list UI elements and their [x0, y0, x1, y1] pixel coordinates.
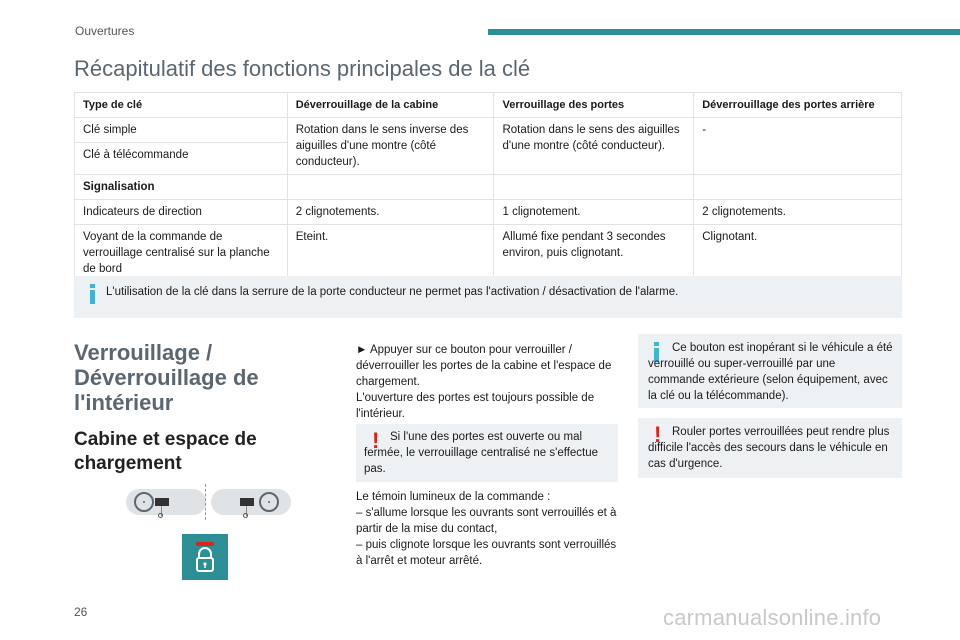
table-header-row [75, 93, 902, 118]
dashboard-panel-icon [155, 498, 169, 506]
info-text: Ce bouton est inopérant si le véhicule a été verrouillé ou super-verrouillé par une commande extérieure (selon équipement, avec la clé ou la télécommande). [648, 342, 893, 402]
column-header: Déverrouillage de la cabine [287, 93, 494, 118]
central-locking-warning-box [356, 424, 618, 482]
table-cell: 2 clignotements. [287, 200, 494, 225]
section-title: Verrouillage / Déverrouillage de l'intérieur [74, 340, 259, 415]
table-cell: Rotation dans le sens inverse des aiguilles d'une montre (côté conducteur). [287, 118, 494, 175]
alarm-info-text: L'utilisation de la clé dans la serrure de la porte conducteur ne permet pas l'activation / désactivation de l'alarme. [106, 286, 679, 298]
column-header: Verrouillage des portes [494, 93, 694, 118]
warning-text: Si l'une des portes est ouverte ou mal fermée, le verrouillage centralisé ne s'effectue pas. [364, 431, 599, 475]
central-lock-button-icon [182, 534, 228, 580]
column-header: Type de clé [75, 93, 288, 118]
page-number: 26 [74, 605, 88, 619]
subsection-title: Cabine et espace de chargement [74, 429, 257, 474]
table-cell: 2 clignotements. [694, 200, 902, 225]
table-row [75, 175, 902, 200]
table-cell: Rotation dans le sens des aiguilles d'une montre (côté conducteur). [494, 118, 694, 175]
table-cell: Voyant de la commande de verrouillage centralisé sur la planche de bord [75, 225, 288, 282]
table-cell: Clé à télécommande [75, 143, 288, 175]
steering-wheel-icon [134, 492, 154, 512]
warning-text: Rouler portes verrouillées peut rendre plus difficile l'accès des secours dans le véhicule en cas d'urgence. [648, 426, 890, 470]
table-cell [494, 175, 694, 200]
key-functions-table [74, 92, 902, 282]
alarm-info-box [74, 276, 902, 318]
table-row [75, 200, 902, 225]
key-slot-icon [243, 513, 248, 518]
warning-icon: ! [654, 422, 662, 447]
table-row [75, 225, 902, 282]
emergency-warning-box [638, 418, 902, 478]
table-cell [287, 175, 494, 200]
table-cell: 1 clignotement. [494, 200, 694, 225]
button-instruction: ► Appuyer sur ce bouton pour verrouiller / déverrouiller les portes de la cabine et l'espace de chargement. [356, 344, 612, 388]
table-row [75, 118, 902, 143]
table-cell: Eteint. [287, 225, 494, 282]
indicator-intro: Le témoin lumineux de la commande : [356, 491, 551, 503]
indicator-item: – puis clignote lorsque les ouvrants sont verrouillés à l'arrêt et moteur arrêté. [356, 539, 617, 567]
watermark: carmanualsonline.info [663, 605, 882, 630]
table-cell: Allumé fixe pendant 3 secondes environ, puis clignotant. [494, 225, 694, 282]
dashboard-panel-icon [240, 498, 254, 506]
page-title: Récapitulatif des fonctions principales de la clé [74, 56, 531, 81]
dashed-divider [205, 484, 206, 520]
table-cell: Signalisation [75, 175, 288, 200]
table-cell: Clignotant. [694, 225, 902, 282]
table-cell: Indicateurs de direction [75, 200, 288, 225]
header-section-name: Ouvertures [75, 24, 135, 38]
table-cell [694, 175, 902, 200]
key-slot-icon [158, 513, 163, 518]
info-icon [90, 290, 95, 304]
steering-wheel-icon [259, 492, 279, 512]
table-cell: Clé simple [75, 118, 288, 143]
column-header: Déverrouillage des portes arrière [694, 93, 902, 118]
button-inoperative-info-box [638, 334, 902, 408]
header-accent-bar [488, 29, 960, 35]
interior-opening-note: L'ouverture des portes est toujours possible de l'intérieur. [356, 392, 595, 420]
padlock-icon [182, 534, 228, 580]
indicator-item: – s'allume lorsque les ouvrants sont verrouillés et à partir de la mise du contact, [356, 507, 617, 535]
warning-icon: ! [372, 428, 380, 453]
table-cell: - [694, 118, 902, 175]
